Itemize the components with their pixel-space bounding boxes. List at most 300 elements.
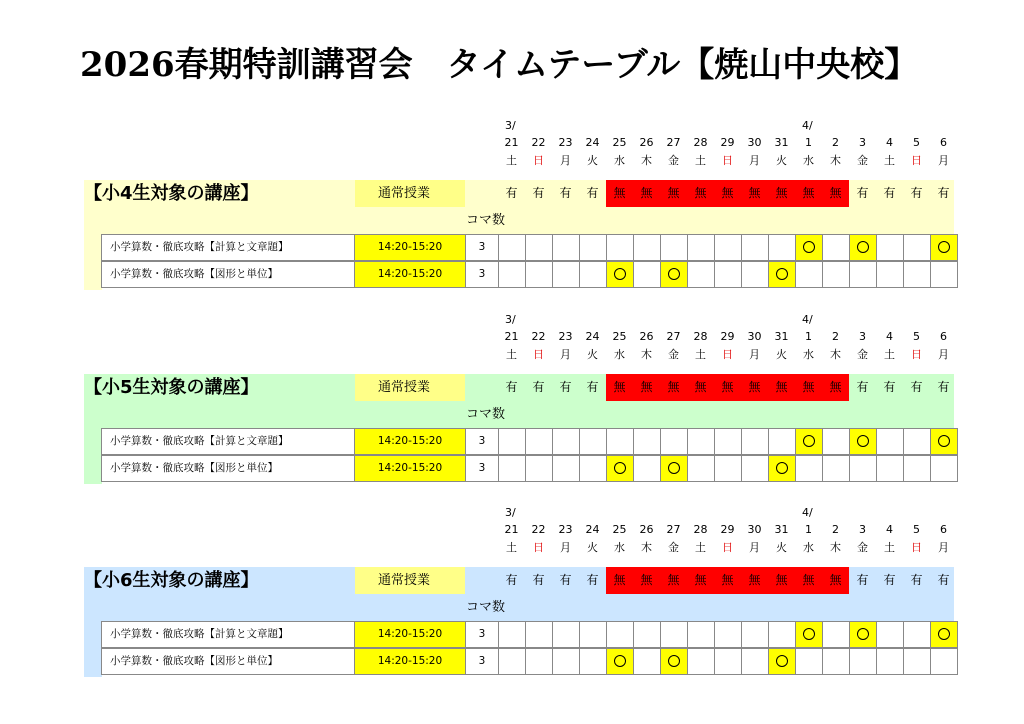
weekday-label: 火 [587,541,598,554]
weekday-label: 日 [533,154,544,167]
status-cell: 無 [768,180,795,207]
date-label: 25 [612,136,627,149]
scheduled-day-cell [606,648,634,675]
date-label: 24 [585,136,600,149]
day-cell [633,234,661,261]
day-cell [876,648,904,675]
date-label: 4 [886,523,893,536]
scheduled-day-cell [849,428,877,455]
date-label: 21 [504,136,519,149]
day-cell [525,428,553,455]
date-label: 4 [886,330,893,343]
weekday-label: 土 [506,154,517,167]
circle-mark-icon [803,628,815,640]
day-cell [876,234,904,261]
status-cell: 有 [586,380,599,394]
weekday-label: 火 [776,541,787,554]
koma-band [84,207,954,234]
weekday-label: 金 [857,541,868,554]
day-cell [606,621,634,648]
weekday-label: 金 [857,154,868,167]
status-cell: 有 [505,573,518,587]
day-cell [768,234,796,261]
status-cell: 有 [937,186,950,200]
status-cell: 有 [910,573,923,587]
day-cell [525,648,553,675]
day-cell [579,455,607,482]
date-label: 26 [639,136,654,149]
status-cell: 無 [633,180,660,207]
course-count: 3 [465,261,499,288]
day-cell [606,428,634,455]
regular-class-label: 通常授業 [378,573,431,588]
day-cell [579,648,607,675]
course-time: 14:20-15:20 [354,648,466,675]
course-name: 小学算数・徹底攻略【図形と単位】 [101,261,363,288]
weekday-label: 月 [749,154,760,167]
course-name: 小学算数・徹底攻略【図形と単位】 [101,455,363,482]
weekday-label: 木 [830,154,841,167]
status-cell: 有 [883,380,896,394]
status-cell: 無 [714,567,741,594]
day-cell [525,261,553,288]
day-cell [660,621,688,648]
date-label: 27 [666,330,681,343]
day-cell [525,234,553,261]
status-cell: 無 [822,374,849,401]
day-cell [741,621,769,648]
page-title: 2026春期特訓講習会 タイムテーブル【焼山中央校】 [80,45,919,85]
date-label: 26 [639,523,654,536]
scheduled-day-cell [930,234,958,261]
status-cell: 無 [741,374,768,401]
scheduled-day-cell [660,648,688,675]
status-cell: 有 [856,186,869,200]
day-cell [849,648,877,675]
status-cell: 有 [532,380,545,394]
day-cell [552,621,580,648]
day-cell [579,621,607,648]
weekday-label: 土 [695,348,706,361]
status-cell: 無 [660,180,687,207]
section-title: 【小6生対象の講座】 [84,570,259,591]
date-label: 6 [940,523,947,536]
day-cell [903,455,931,482]
section-side-band [84,428,102,484]
scheduled-day-cell [930,621,958,648]
day-cell [552,234,580,261]
weekday-label: 月 [749,348,760,361]
course-name: 小学算数・徹底攻略【計算と文章題】 [101,234,363,261]
month-label: 3/ [505,506,516,519]
weekday-label: 金 [668,348,679,361]
day-cell [714,455,742,482]
weekday-label: 木 [641,348,652,361]
course-count: 3 [465,428,499,455]
scheduled-day-cell [606,455,634,482]
day-cell [822,455,850,482]
regular-class-label: 通常授業 [378,380,431,395]
weekday-label: 土 [506,541,517,554]
scheduled-day-cell [660,261,688,288]
weekday-label: 水 [803,541,814,554]
status-cell: 有 [559,186,572,200]
koma-count-label: コマ数 [466,213,506,228]
day-cell [525,621,553,648]
weekday-label: 水 [803,348,814,361]
weekday-label: 日 [533,541,544,554]
date-label: 2 [832,523,839,536]
date-label: 27 [666,523,681,536]
date-label: 28 [693,330,708,343]
course-time: 14:20-15:20 [354,455,466,482]
day-cell [903,234,931,261]
date-label: 22 [531,523,546,536]
date-label: 28 [693,136,708,149]
circle-mark-icon [938,435,950,447]
day-cell [822,648,850,675]
weekday-label: 月 [560,154,571,167]
scheduled-day-cell [930,428,958,455]
day-cell [903,428,931,455]
scheduled-day-cell [795,621,823,648]
weekday-label: 月 [938,154,949,167]
day-cell [741,261,769,288]
circle-mark-icon [614,462,626,474]
status-cell: 無 [687,180,714,207]
date-label: 1 [805,136,812,149]
date-label: 21 [504,330,519,343]
weekday-label: 月 [749,541,760,554]
date-label: 4 [886,136,893,149]
weekday-label: 金 [668,154,679,167]
day-cell [687,648,715,675]
circle-mark-icon [668,462,680,474]
course-name: 小学算数・徹底攻略【図形と単位】 [101,648,363,675]
weekday-label: 日 [722,348,733,361]
weekday-label: 月 [938,541,949,554]
day-cell [498,648,526,675]
date-label: 30 [747,330,762,343]
day-cell [498,261,526,288]
month-label: 4/ [802,119,813,132]
weekday-label: 月 [560,348,571,361]
scheduled-day-cell [660,455,688,482]
circle-mark-icon [857,241,869,253]
day-cell [903,621,931,648]
status-cell: 無 [714,374,741,401]
status-cell: 無 [606,180,633,207]
status-cell: 有 [559,573,572,587]
day-cell [714,234,742,261]
day-cell [822,621,850,648]
day-cell [552,455,580,482]
section-side-band [84,621,102,677]
date-label: 28 [693,523,708,536]
course-time: 14:20-15:20 [354,234,466,261]
day-cell [633,648,661,675]
status-cell: 無 [795,180,822,207]
date-label: 25 [612,523,627,536]
date-label: 23 [558,330,573,343]
status-cell: 無 [822,180,849,207]
status-cell: 無 [660,567,687,594]
date-label: 5 [913,136,920,149]
day-cell [660,234,688,261]
date-label: 29 [720,330,735,343]
status-cell: 無 [633,374,660,401]
day-cell [795,648,823,675]
weekday-label: 日 [911,154,922,167]
section-title: 【小5生対象の講座】 [84,377,259,398]
circle-mark-icon [857,628,869,640]
section-side-band [84,234,102,290]
koma-count-label: コマ数 [466,600,506,615]
status-cell: 有 [856,573,869,587]
status-cell: 有 [883,573,896,587]
day-cell [687,234,715,261]
status-cell: 有 [505,186,518,200]
day-cell [822,261,850,288]
day-cell [579,234,607,261]
regular-class-label: 通常授業 [378,186,431,201]
course-count: 3 [465,621,499,648]
day-cell [903,648,931,675]
circle-mark-icon [803,435,815,447]
date-label: 23 [558,523,573,536]
day-cell [876,455,904,482]
day-cell [606,234,634,261]
scheduled-day-cell [768,455,796,482]
date-label: 1 [805,523,812,536]
status-cell: 有 [937,380,950,394]
status-cell: 無 [687,374,714,401]
weekday-label: 水 [614,348,625,361]
course-section [0,312,1024,482]
status-cell: 有 [937,573,950,587]
day-cell [687,455,715,482]
weekday-label: 月 [560,541,571,554]
date-label: 3 [859,330,866,343]
weekday-label: 水 [803,154,814,167]
date-label: 26 [639,330,654,343]
day-cell [876,261,904,288]
day-cell [579,428,607,455]
scheduled-day-cell [606,261,634,288]
status-cell: 無 [741,180,768,207]
course-count: 3 [465,455,499,482]
day-cell [552,428,580,455]
scheduled-day-cell [795,234,823,261]
day-cell [633,455,661,482]
koma-band [84,401,954,428]
day-cell [741,428,769,455]
weekday-label: 木 [830,348,841,361]
circle-mark-icon [614,268,626,280]
day-cell [795,455,823,482]
status-cell: 有 [586,573,599,587]
day-cell [687,261,715,288]
status-cell: 有 [505,380,518,394]
day-cell [498,234,526,261]
day-cell [498,428,526,455]
status-cell: 無 [633,567,660,594]
course-time: 14:20-15:20 [354,428,466,455]
day-cell [822,234,850,261]
scheduled-day-cell [849,234,877,261]
circle-mark-icon [776,462,788,474]
day-cell [633,621,661,648]
day-cell [822,428,850,455]
circle-mark-icon [857,435,869,447]
day-cell [741,234,769,261]
circle-mark-icon [614,655,626,667]
day-cell [498,455,526,482]
date-label: 27 [666,136,681,149]
date-label: 29 [720,523,735,536]
weekday-label: 日 [911,541,922,554]
koma-count-label: コマ数 [466,407,506,422]
scheduled-day-cell [768,261,796,288]
status-cell: 有 [586,186,599,200]
status-cell: 有 [532,186,545,200]
weekday-label: 火 [776,348,787,361]
date-label: 5 [913,523,920,536]
status-cell: 無 [822,567,849,594]
day-cell [579,261,607,288]
circle-mark-icon [803,241,815,253]
status-cell: 無 [606,567,633,594]
day-cell [876,428,904,455]
date-label: 30 [747,136,762,149]
status-cell: 有 [883,186,896,200]
day-cell [768,428,796,455]
day-cell [876,621,904,648]
month-label: 4/ [802,506,813,519]
month-label: 3/ [505,313,516,326]
course-section [0,505,1024,675]
weekday-label: 土 [695,154,706,167]
weekday-label: 木 [641,154,652,167]
circle-mark-icon [668,655,680,667]
date-label: 1 [805,330,812,343]
status-cell: 無 [795,374,822,401]
status-cell: 無 [687,567,714,594]
course-count: 3 [465,648,499,675]
weekday-label: 水 [614,541,625,554]
weekday-label: 金 [668,541,679,554]
weekday-label: 木 [641,541,652,554]
date-label: 6 [940,136,947,149]
status-cell: 無 [606,374,633,401]
course-count: 3 [465,234,499,261]
weekday-label: 火 [587,348,598,361]
day-cell [498,621,526,648]
date-label: 25 [612,330,627,343]
circle-mark-icon [776,268,788,280]
scheduled-day-cell [849,621,877,648]
day-cell [903,261,931,288]
date-label: 30 [747,523,762,536]
date-label: 3 [859,523,866,536]
date-label: 22 [531,330,546,343]
day-cell [930,648,958,675]
day-cell [714,648,742,675]
circle-mark-icon [776,655,788,667]
date-label: 31 [774,330,789,343]
day-cell [552,648,580,675]
section-title: 【小4生対象の講座】 [84,183,259,204]
status-cell: 有 [910,380,923,394]
day-cell [741,455,769,482]
status-cell: 無 [768,374,795,401]
status-cell: 無 [714,180,741,207]
month-label: 4/ [802,313,813,326]
circle-mark-icon [668,268,680,280]
status-cell: 無 [768,567,795,594]
weekday-label: 水 [614,154,625,167]
day-cell [849,261,877,288]
date-label: 2 [832,136,839,149]
status-cell: 有 [559,380,572,394]
date-label: 31 [774,523,789,536]
date-label: 2 [832,330,839,343]
circle-mark-icon [938,241,950,253]
weekday-label: 土 [506,348,517,361]
day-cell [930,261,958,288]
weekday-label: 日 [722,541,733,554]
day-cell [633,261,661,288]
weekday-label: 木 [830,541,841,554]
date-label: 21 [504,523,519,536]
status-cell: 有 [910,186,923,200]
status-cell: 無 [660,374,687,401]
date-label: 24 [585,330,600,343]
day-cell [714,261,742,288]
day-cell [768,621,796,648]
day-cell [660,428,688,455]
date-label: 31 [774,136,789,149]
scheduled-day-cell [768,648,796,675]
day-cell [741,648,769,675]
day-cell [795,261,823,288]
day-cell [525,455,553,482]
weekday-label: 土 [884,154,895,167]
course-name: 小学算数・徹底攻略【計算と文章題】 [101,621,363,648]
day-cell [714,428,742,455]
weekday-label: 金 [857,348,868,361]
day-cell [930,455,958,482]
koma-band [84,594,954,621]
weekday-label: 月 [938,348,949,361]
weekday-label: 日 [533,348,544,361]
date-label: 29 [720,136,735,149]
course-section [0,118,1024,288]
status-cell: 有 [856,380,869,394]
weekday-label: 火 [587,154,598,167]
day-cell [714,621,742,648]
status-cell: 無 [795,567,822,594]
course-time: 14:20-15:20 [354,261,466,288]
date-label: 24 [585,523,600,536]
day-cell [687,428,715,455]
weekday-label: 土 [884,348,895,361]
day-cell [633,428,661,455]
day-cell [687,621,715,648]
circle-mark-icon [938,628,950,640]
date-label: 23 [558,136,573,149]
course-name: 小学算数・徹底攻略【計算と文章題】 [101,428,363,455]
